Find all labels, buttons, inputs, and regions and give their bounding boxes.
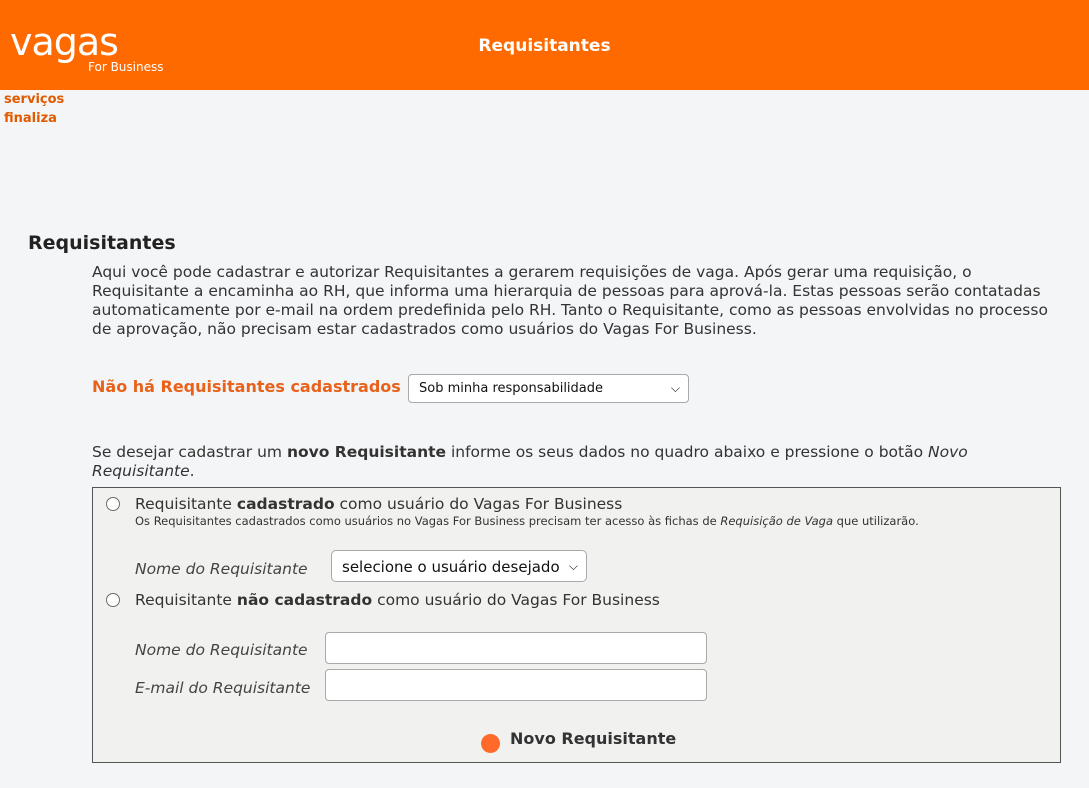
responsibility-select[interactable] [408, 374, 689, 403]
orange-dot-icon [481, 734, 500, 753]
page-title: Requisitantes [28, 232, 176, 254]
requisitante-name-input[interactable] [325, 632, 707, 664]
option-unregistered-bold: não cadastrado [236, 591, 373, 609]
instructions-italic: Novo Requisitante [92, 443, 968, 480]
note-italic: Requisição de Vaga [720, 514, 834, 528]
option-registered-bold: cadastrado [236, 495, 335, 513]
instructions-post: . [189, 462, 195, 480]
option-unregistered-post: como usuário do Vagas For Business [372, 591, 660, 609]
top-header [0, 0, 1089, 90]
radio-unregistered[interactable] [106, 593, 120, 607]
instructions-bold: novo Requisitante [286, 443, 447, 461]
user-select-value: selecione o usuário desejado [342, 558, 560, 576]
novo-requisitante-button[interactable] [481, 729, 711, 755]
instructions-mid: informe os seus dados no quadro abaixo e pressione o botão [446, 443, 929, 461]
radio-registered[interactable] [106, 497, 120, 511]
user-select[interactable] [331, 550, 587, 582]
option-unregistered-pre: Requisitante [135, 591, 237, 609]
intro-text: Aqui você pode cadastrar e autorizar Requisitantes a gerarem requisições de vaga. Após gerar uma requisição, o Requisitante a encaminha ao RH, que informa uma hierarquia de pessoas para aprová-la. Estas pessoas serão contatadas automaticamente por e-mail na ordem predefinida pelo RH. Tanto o Requisitante, como as pessoas envolvidas no processo de aprovação, não precisam estar cadastrados como usuários do Vagas For Business. [92, 263, 1048, 338]
instructions-text [92, 443, 1052, 481]
instructions-pre: Se desejar cadastrar um [92, 443, 287, 461]
chevron-down-icon: ⌵ [568, 559, 578, 573]
option-unregistered-label [135, 591, 660, 610]
chevron-down-icon: ⌵ [670, 381, 680, 395]
option-registered-label [135, 495, 622, 514]
header-title: Requisitantes [478, 36, 611, 56]
link-servicos[interactable]: serviços [4, 92, 65, 107]
logo-subtitle: For Business [88, 60, 164, 74]
note-pre: Os Requisitantes cadastrados como usuários no Vagas For Business precisam ter acesso às fichas de [135, 514, 721, 528]
option-registered-note [135, 514, 919, 528]
requisitante-email-input[interactable] [325, 669, 707, 701]
registered-name-label: Nome do Requisitante [135, 560, 308, 578]
note-post: que utilizarão. [833, 514, 919, 528]
link-finaliza[interactable]: finaliza [4, 111, 57, 126]
option-registered-pre: Requisitante [135, 495, 237, 513]
option-registered-post: como usuário do Vagas For Business [334, 495, 623, 513]
empty-requisitantes-label: Não há Requisitantes cadastrados [92, 377, 401, 396]
unregistered-name-label: Nome do Requisitante [135, 641, 308, 659]
responsibility-select-value: Sob minha responsabilidade [419, 381, 604, 396]
unregistered-email-label: E-mail do Requisitante [135, 679, 311, 697]
new-requisitante-panel [92, 487, 1061, 763]
novo-requisitante-label: Novo Requisitante [510, 729, 677, 748]
vagas-logo[interactable]: vagas [10, 20, 118, 64]
